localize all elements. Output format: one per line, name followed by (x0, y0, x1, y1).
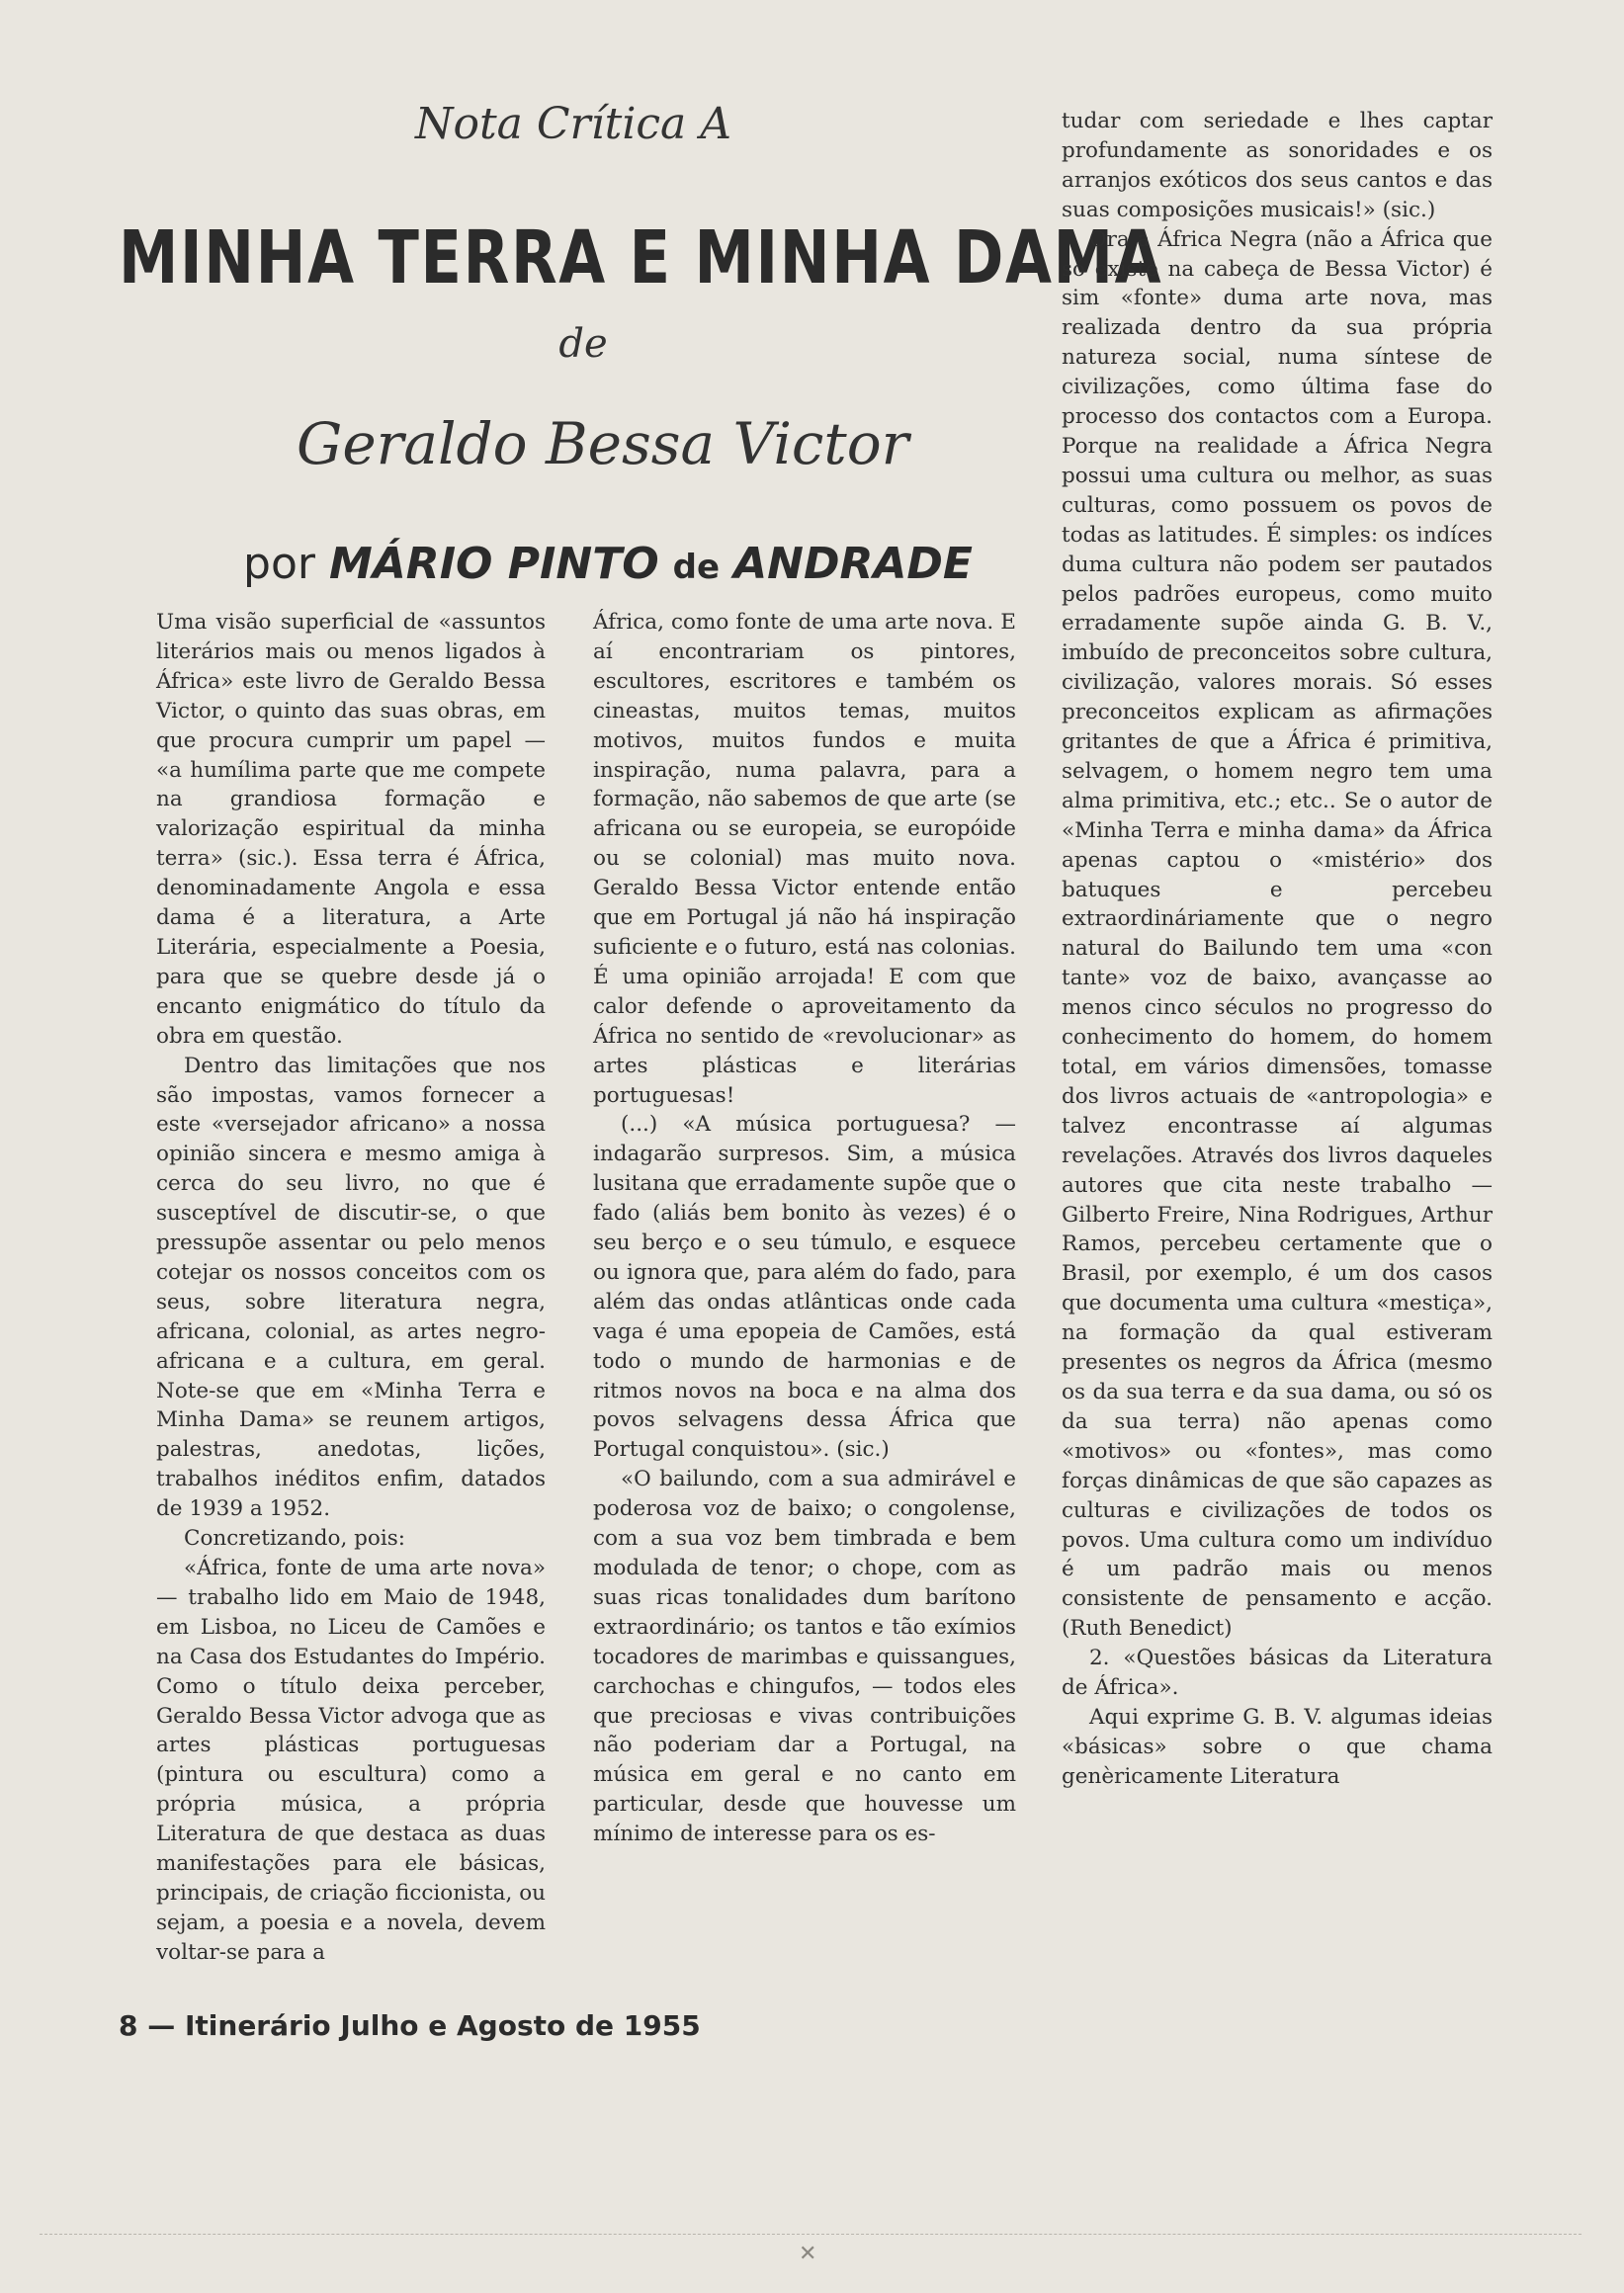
paragraph: tudar com seriedade e lhes captar profundamente as sonoridades e os arranjos exóticos dos seus cantos e das suas composições musicais!» (sic.) (1062, 109, 1493, 222)
paragraph: África, como fonte de uma arte nova. E aí encontrariam os pintores, escultores, escritores e também os cineastas, muitos temas, muitos motivos, muitos fundos e muita inspiração, numa palavra, para a formação, não sabemos de que arte (se africana ou se europeia, se europóide ou se colonial) mas muito nova. Geraldo Bessa Victor entende então que em Portugal já não há inspiração suficiente e o futuro, está nas colonias. É uma opinião arrojada! E com que calor defende o aproveitamento da África no sentido de «revolucionar» as artes plásticas e literárias portuguesas! (593, 610, 1016, 1108)
paragraph: Uma visão superficial de «assuntos literários mais ou menos ligados à África» este livro de Geraldo Bessa Victor, o quinto das suas obras, em que procura cumprir um papel — «a humílima parte que me compete na grandiosa formação e valorização espiritual da minha terra» (sic.). Essa terra é África, denominadamente Angola e essa dama é a literatura, a Arte Literária, especialmente a Poesia, para que se quebre desde já o encanto enigmático do título da obra em questão. (156, 610, 546, 1049)
paragraph: (...) «A música portuguesa? — indagarão surpresos. Sim, a música lusitana que erradamente supõe que o fado (aliás bem bonito às vezes) é o seu berço e o seu túmulo, e esquece ou ignora que, para além do fado, para além das ondas atlânticas onde cada vaga é uma epopeia de Camões, está todo o mundo de harmonias e de ritmos novos na boca e na alma dos povos selvagens dessa África que Portugal conquistou». (sic.) (593, 1112, 1016, 1463)
page-number: 8 (119, 2009, 138, 2042)
title-connector: de (558, 321, 608, 367)
paragraph: Aqui exprime G. B. V. algumas ideias «básicas» sobre o que chama genèricamente Literatura (1062, 1704, 1493, 1789)
paragraph: «África, fonte de uma arte nova» — trabalho lido em Maio de 1948, em Lisboa, no Liceu de Camões e na Casa dos Estudantes do Império. Como o título deixa perceber, Geraldo Bessa Victor advoga que as artes plásticas portuguesas (pintura ou escultura) como a própria música, a própria Literatura de que destaca as duas manifestações para ele básicas, principais, de criação ficcionista, ou sejam, a poesia e a novela, devem voltar-se para a (156, 1556, 546, 1965)
issue-date: Julho e Agosto de 1955 (340, 2009, 701, 2042)
page-edge-rule (40, 2234, 1581, 2235)
byline-de: de (672, 548, 721, 587)
page-footer (119, 2009, 830, 2042)
column-3 (1062, 107, 1493, 1792)
byline-prefix: por (243, 539, 315, 589)
column-1 (156, 608, 546, 1968)
byline-given-name: MÁRIO PINTO (328, 539, 659, 589)
journal-name: Itinerário (184, 2009, 331, 2042)
paragraph: «O bailundo, com a sua admirável e poderosa voz de baixo; o congolense, com a sua voz bem timbrada e bem modulada de tenor; o chope, com as suas ricas tonalidades dum barítono extraordinário; os tantos e tão exímios tocadores de marimbas e quissangues, carchochas e chingufos, — todos eles que preciosas e vivas contribuições não poderiam dar a Portugal, na música em geral e no canto em particular, desde que houvesse um mínimo de interesse para os es- (593, 1467, 1016, 1847)
byline (237, 539, 979, 589)
paragraph: Concretizando, pois: (184, 1526, 406, 1552)
book-author: Geraldo Bessa Victor (297, 410, 909, 477)
paragraph: Dentro das limitações que nos são impostas, vamos fornecer a este «versejador africano» a nossa opinião sincera e mesmo amiga à cerca do seu livro, no que é susceptível de discutir-se, o que pressupõe assentar ou pelo menos cotejar os nossos conceitos com os seus, sobre literatura negra, africana, colonial, as artes negro-africana e a cultura, em geral. Note-se que em «Minha Terra e Minha Dama» se reunem artigos, palestras, anedotas, lições, trabalhos inéditos enfim, datados de 1939 a 1952. (156, 1053, 546, 1522)
kicker: Nota Crítica A (415, 99, 732, 149)
registration-mark: ✕ (799, 2242, 817, 2266)
byline-surname: ANDRADE (733, 539, 973, 589)
section-heading: 2. «Questões básicas da Literatura de África». (1062, 1646, 1493, 1701)
paragraph: Ora a África Negra (não a África que só existe na cabeça de Bessa Victor) é sim «fonte» duma arte nova, mas realizada dentro da sua própria natureza social, numa síntese de civilizações, como última fase do processo dos contactos com a Europa. Porque na realidade a África Negra possui uma cultura ou melhor, as suas culturas, como possuem os povos de todas as latitudes. É simples: os indíces duma cultura não podem ser pautados pelos padrões europeus, como muito erradamente supõe ainda G. B. V., imbuído de preconceitos sobre cultura, civilização, valores morais. Só esses preconceitos explicam as afirmações gritantes de que a África é primitiva, selvagem, o homem negro tem uma alma primitiva, etc.; etc.. Se o autor de «Minha Terra e minha dama» da África apenas captou o «mistério» dos batuques e percebeu extraordináriamente que o negro natural do Bailundo tem uma «con tante» voz de baixo, avançasse ao menos cinco séculos no progresso do conhecimento do homem, do homem total, em vários dimensões, tomasse dos livros actuais de «antropologia» e talvez encontrasse aí algumas revelações. Através dos livros daqueles autores que cita neste trabalho — Gilberto Freire, Nina Rodrigues, Arthur Ramos, percebeu certamente que o Brasil, por exemplo, é um dos casos que documenta uma cultura «mestiça», na formação da qual estiveram presentes os negros da África (mesmo os da sua terra e da sua dama, ou só os da sua terra) não apenas como «motivos» ou «fontes», mas como forças dinâmicas de que são capazes as culturas e civilizações de todos os povos. Uma cultura como um indivíduo é um padrão mais ou menos consistente de pensamento e acção. (Ruth Benedict) (1062, 226, 1493, 1642)
column-2 (593, 608, 1016, 1849)
footer-dash: — (147, 2009, 176, 2042)
article-title: MINHA TERRA E MINHA DAMA (119, 215, 1163, 300)
